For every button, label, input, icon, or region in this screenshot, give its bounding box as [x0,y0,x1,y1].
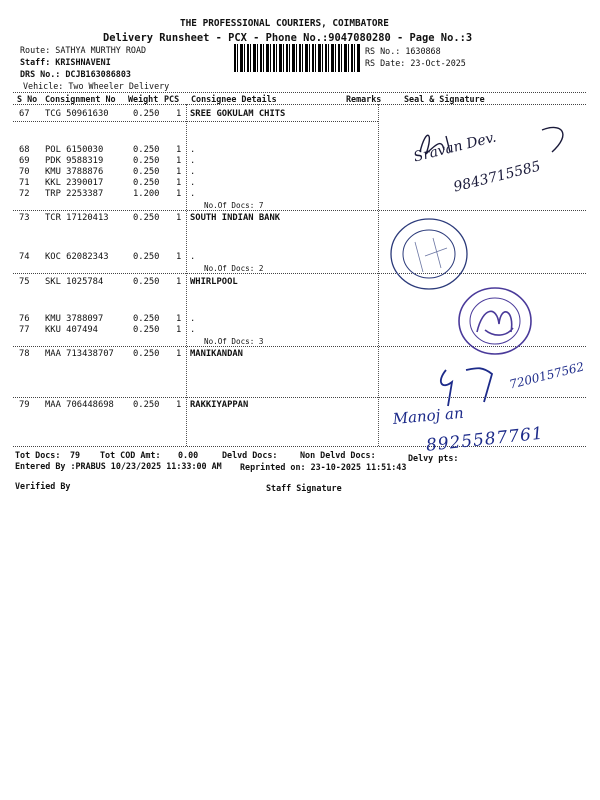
row-consignment: TRP 2253387 [45,189,104,199]
row-consignee: . [190,178,196,188]
row-consignment: KMU 3788876 [45,167,104,177]
tot-docs-value: 79 [70,450,81,460]
row-consignee: SREE GOKULAM CHITS [190,109,286,119]
row-consignee: . [190,325,196,335]
row-consignment: KKL 2390017 [45,178,104,188]
row-sno: 69 [19,156,30,166]
row-consignee: . [190,145,196,155]
tot-docs-label: Tot Docs: [15,450,61,460]
row-weight: 0.250 [133,145,160,155]
row-weight: 0.250 [133,314,160,324]
row-consignee: . [190,252,196,262]
signature-name-2: Manoj an [392,403,465,428]
entered-by: Entered By :PRABUS 10/23/2025 11:33:00 AM [15,461,222,471]
row-consignee: WHIRLPOOL [190,277,238,287]
delvy-pts-label: Delvy pts: [408,453,459,463]
drs-number: DRS No.: DCJB163086803 [20,69,131,79]
row-weight: 0.250 [133,109,160,119]
col-details: Consignee Details [191,94,277,104]
row-consignment: PDK 9588319 [45,156,104,166]
table-row [0,213,600,225]
bank-stamp [385,212,475,294]
tot-cod-value: 0.00 [178,450,199,460]
row-pcs: 1 [176,178,182,188]
row-pcs: 1 [176,252,182,262]
row-weight: 0.250 [133,349,160,359]
row-consignee: MANIKANDAN [190,349,243,359]
doc-count: No.Of Docs: 7 [204,201,264,210]
row-consignee: . [190,156,196,166]
signature-name-1: Sravan Dev. [412,129,498,166]
row-consignment: MAA 706448698 [45,400,114,410]
row-consignee: SOUTH INDIAN BANK [190,213,281,223]
rs-date: RS Date: 23-Oct-2025 [365,58,466,68]
signature-phone-3: 8925587761 [425,423,545,456]
doc-count: No.Of Docs: 2 [204,264,264,273]
row-sno: 73 [19,213,30,223]
row-weight: 1.200 [133,189,160,199]
route-label: Route: SATHYA MURTHY ROAD [20,45,147,55]
header-bottom-rule [13,104,586,105]
row-weight: 0.250 [133,400,160,410]
runsheet-title: Delivery Runsheet - PCX - Phone No.:9047080280 - Page No.:3 [103,32,473,44]
row-rule [13,210,586,211]
row-pcs: 1 [176,213,182,223]
row-weight: 0.250 [133,178,160,188]
row-pcs: 1 [176,109,182,119]
row-sno: 76 [19,314,30,324]
barcode-image [234,44,361,72]
signature-manikandan [432,360,512,412]
row-sno: 74 [19,252,30,262]
col-weight: Weight [128,94,159,104]
row-weight: 0.250 [133,213,160,223]
row-consignment: SKL 1025784 [45,277,104,287]
vehicle-label: Vehicle: Two Wheeler Delivery [23,81,170,91]
row-consignee: RAKKIYAPPAN [190,400,249,410]
row-sno: 67 [19,109,30,119]
signature-phone-2: 7200157562 [508,359,586,392]
table-row [0,109,600,121]
row-pcs: 1 [176,349,182,359]
row-weight: 0.250 [133,325,160,335]
row-pcs: 1 [176,156,182,166]
row-consignment: TCG 50961630 [45,109,109,119]
row-rule [13,121,378,122]
row-consignment: KKU 407494 [45,325,98,335]
col-remarks: Remarks [346,94,382,104]
reprinted-on: Reprinted on: 23-10-2025 11:51:43 [240,462,407,472]
col-pcs: PCS [164,94,180,104]
row-consignment: POL 6150030 [45,145,104,155]
row-sno: 72 [19,189,30,199]
row-sno: 71 [19,178,30,188]
rs-number: RS No.: 1630868 [365,46,441,56]
verified-by-label: Verified By [15,481,71,491]
row-pcs: 1 [176,167,182,177]
row-sno: 68 [19,145,30,155]
row-pcs: 1 [176,277,182,287]
row-consignee: . [190,167,196,177]
company-name: THE PROFESSIONAL COURIERS, COIMBATORE [180,18,389,29]
delvd-docs-label: Delvd Docs: [222,450,278,460]
row-consignment: KMU 3788097 [45,314,104,324]
table-row [0,252,600,264]
row-weight: 0.250 [133,252,160,262]
row-rule [13,273,586,274]
row-sno: 78 [19,349,30,359]
row-pcs: 1 [176,145,182,155]
row-sno: 70 [19,167,30,177]
row-weight: 0.250 [133,277,160,287]
row-consignee: . [190,189,196,199]
non-delvd-docs-label: Non Delvd Docs: [300,450,376,460]
header-top-rule [13,92,586,93]
row-pcs: 1 [176,189,182,199]
row-sno: 75 [19,277,30,287]
row-sno: 79 [19,400,30,410]
col-consignment: Consignment No [45,94,116,104]
row-consignee: . [190,314,196,324]
row-pcs: 1 [176,325,182,335]
col-sno: S No [17,94,38,104]
staff-label: Staff: KRISHNAVENI [20,57,111,67]
row-consignment: KOC 62082343 [45,252,109,262]
row-consignment: TCR 17120413 [45,213,109,223]
staff-signature-label: Staff Signature [266,483,342,493]
row-sno: 77 [19,325,30,335]
company-stamp [455,284,537,360]
tot-cod-label: Tot COD Amt: [100,450,161,460]
signature-phone-1: 9843715585 [452,158,543,196]
row-weight: 0.250 [133,167,160,177]
row-weight: 0.250 [133,156,160,166]
col-seal: Seal & Signature [404,94,485,104]
row-pcs: 1 [176,400,182,410]
row-pcs: 1 [176,314,182,324]
row-consignment: MAA 713438707 [45,349,114,359]
doc-count: No.Of Docs: 3 [204,337,264,346]
